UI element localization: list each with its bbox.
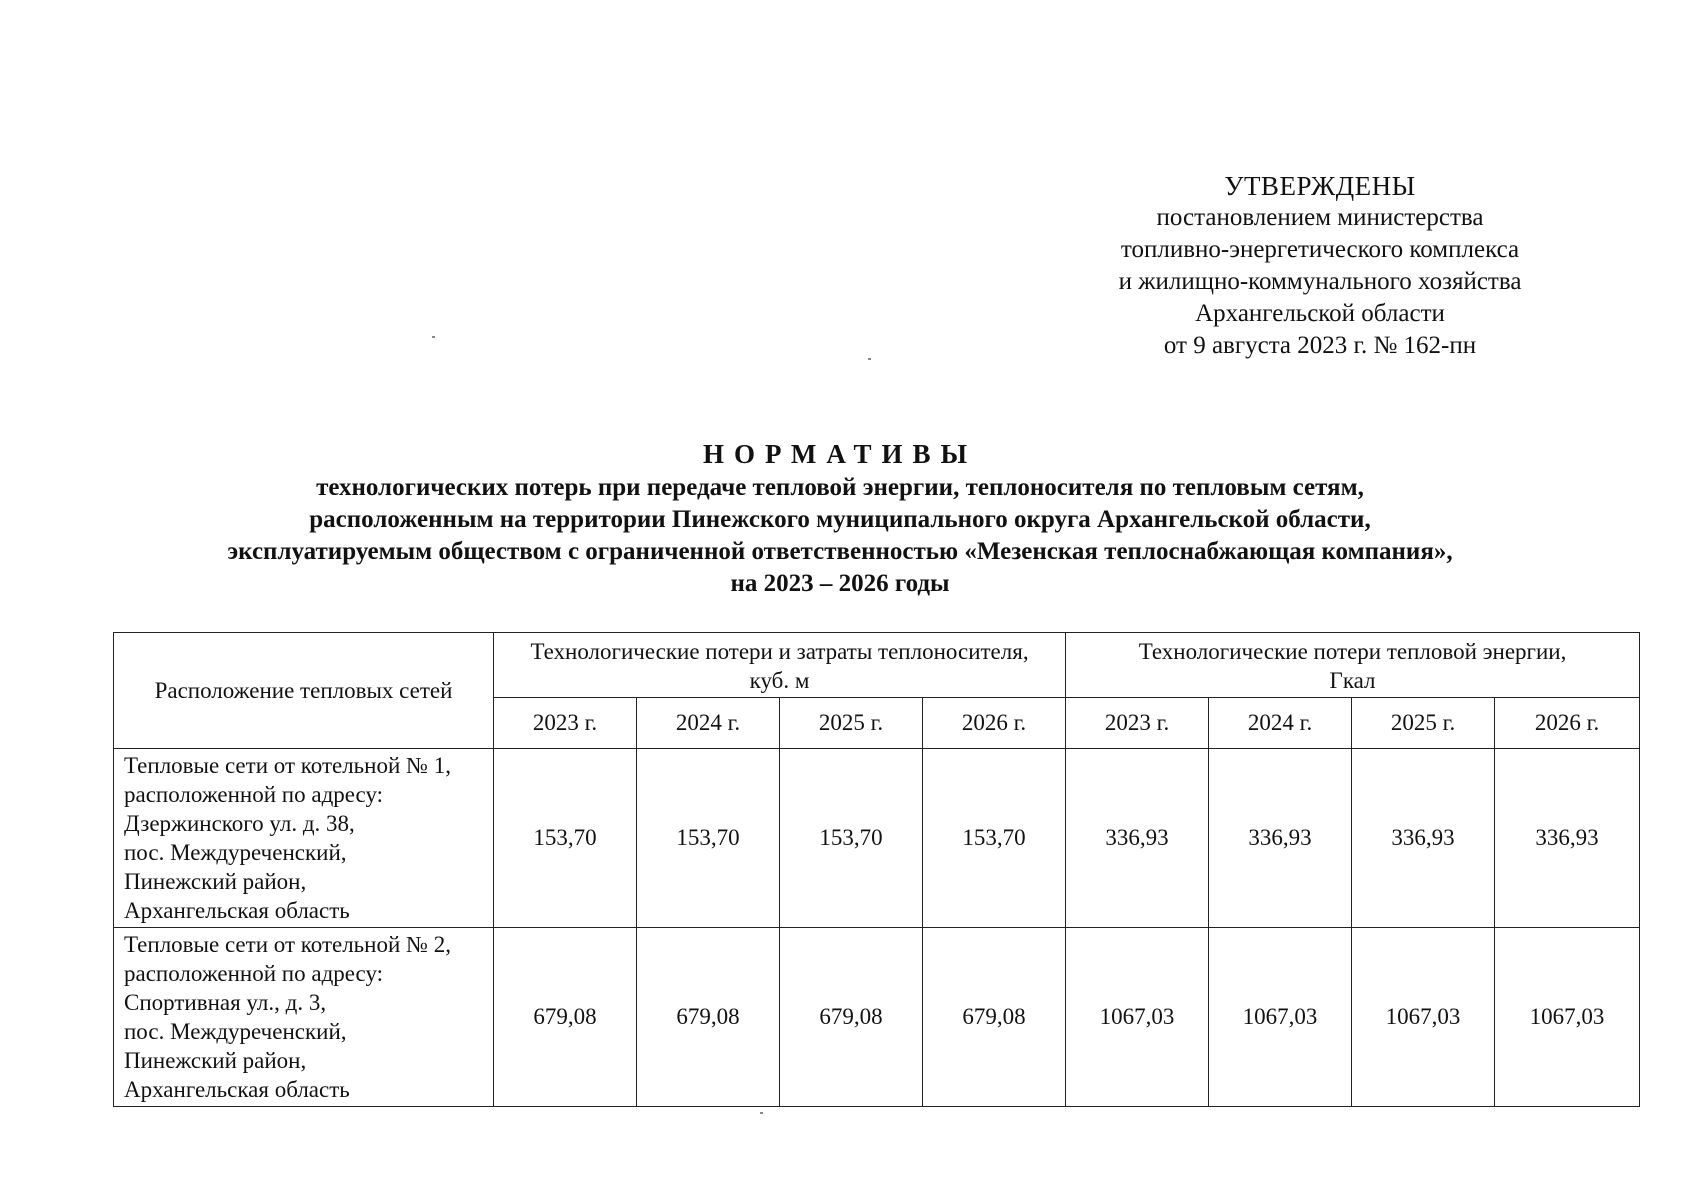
- location-line: расположенной по адресу:: [124, 961, 384, 986]
- location-header: Расположение тепловых сетей: [114, 633, 494, 749]
- value-cell: 153,70: [923, 749, 1066, 928]
- heat-losses-header: [1066, 633, 1640, 698]
- approval-line: Архангельской области: [1195, 300, 1445, 327]
- value-cell: 679,08: [637, 928, 780, 1107]
- heat-losses-header-line: Технологические потери тепловой энергии,: [1138, 639, 1567, 664]
- location-cell: [114, 928, 494, 1107]
- location-line: Дзержинского ул. д. 38,: [124, 811, 355, 836]
- approval-line: от 9 августа 2023 г. № 162-пн: [1163, 332, 1477, 359]
- table-row: [114, 749, 1640, 928]
- approval-heading: УТВЕРЖДЕНЫ: [1224, 171, 1416, 201]
- value-cell: 336,93: [1495, 749, 1640, 928]
- title-line: на 2023 – 2026 годы: [730, 570, 950, 597]
- year-header: 2023 г.: [494, 698, 637, 749]
- scan-speck: [432, 336, 435, 338]
- approval-line: и жилищно-коммунального хозяйства: [1118, 268, 1522, 295]
- title-line: расположенным на территории Пинежского муниципального округа Архангельской области,: [309, 506, 1371, 533]
- location-line: расположенной по адресу:: [124, 782, 384, 807]
- norms-table: [113, 632, 1640, 1107]
- coolant-losses-header-line: Технологические потери и затраты теплоносителя,: [530, 639, 1029, 664]
- value-cell: 153,70: [780, 749, 923, 928]
- value-cell: 1067,03: [1352, 928, 1495, 1107]
- location-line: Пинежский район,: [124, 1048, 307, 1073]
- header-row: [114, 633, 1640, 698]
- value-cell: 1067,03: [1209, 928, 1352, 1107]
- title-main: НОРМАТИВЫ: [702, 439, 978, 469]
- year-header: 2026 г.: [1495, 698, 1640, 749]
- title-line: эксплуатируемым обществом с ограниченной ответственностью «Мезенская теплоснабжающая компания»,: [227, 538, 1453, 565]
- year-header: 2025 г.: [780, 698, 923, 749]
- location-line: Тепловые сети от котельной № 1,: [124, 753, 451, 778]
- coolant-losses-header-unit: куб. м: [749, 668, 810, 693]
- year-header: 2024 г.: [637, 698, 780, 749]
- value-cell: 153,70: [637, 749, 780, 928]
- location-line: Спортивная ул., д. 3,: [124, 990, 327, 1015]
- location-line: пос. Междуреченский,: [124, 1019, 347, 1044]
- location-cell: [114, 749, 494, 928]
- title-line: технологических потерь при передаче тепловой энергии, теплоносителя по тепловым сетям,: [316, 474, 1364, 501]
- document-title: [120, 438, 1560, 600]
- approval-stamp: [1080, 170, 1560, 362]
- value-cell: 1067,03: [1066, 928, 1209, 1107]
- year-header: 2025 г.: [1352, 698, 1495, 749]
- year-header: 2023 г.: [1066, 698, 1209, 749]
- value-cell: 679,08: [923, 928, 1066, 1107]
- scan-speck: [868, 358, 871, 360]
- location-line: Архангельская область: [124, 898, 350, 923]
- coolant-losses-header: [494, 633, 1066, 698]
- approval-line: постановлением министерства: [1156, 204, 1484, 231]
- table-row: [114, 928, 1640, 1107]
- value-cell: 153,70: [494, 749, 637, 928]
- year-header: 2024 г.: [1209, 698, 1352, 749]
- value-cell: 336,93: [1352, 749, 1495, 928]
- value-cell: 1067,03: [1495, 928, 1640, 1107]
- approval-line: топливно-энергетического комплекса: [1120, 236, 1520, 263]
- location-line: Архангельская область: [124, 1077, 350, 1102]
- scan-speck: [760, 1112, 763, 1114]
- value-cell: 679,08: [494, 928, 637, 1107]
- value-cell: 336,93: [1209, 749, 1352, 928]
- heat-losses-header-unit: Гкал: [1329, 668, 1376, 693]
- location-line: пос. Междуреченский,: [124, 840, 347, 865]
- location-line: Тепловые сети от котельной № 2,: [124, 932, 451, 957]
- year-header: 2026 г.: [923, 698, 1066, 749]
- value-cell: 336,93: [1066, 749, 1209, 928]
- location-line: Пинежский район,: [124, 869, 307, 894]
- value-cell: 679,08: [780, 928, 923, 1107]
